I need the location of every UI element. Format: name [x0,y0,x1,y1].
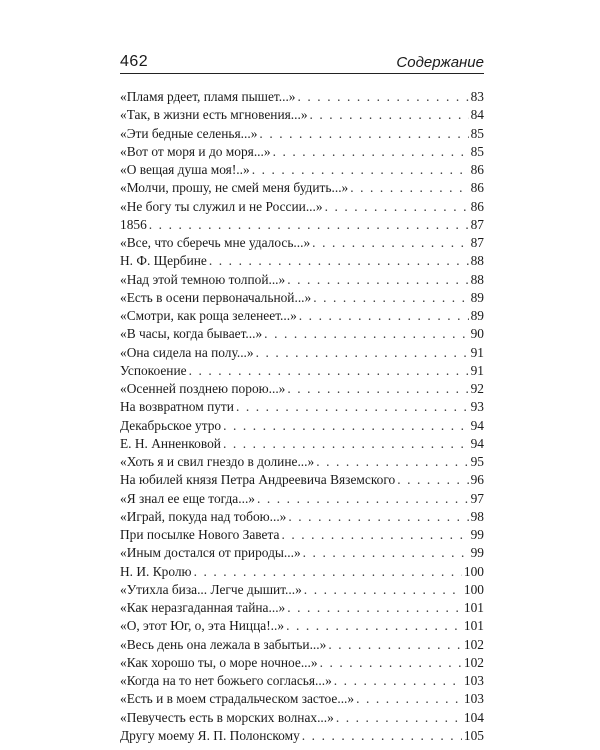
toc-entry-page: 93 [470,399,484,415]
dot-leader [397,471,468,489]
toc-entry-title: «Есть и в моем страдальческом застое...» [120,691,355,707]
dot-leader [356,690,462,708]
toc-entry [120,271,484,289]
toc-entry [120,106,484,124]
toc-entry-title: Н. И. Кролю [120,563,192,579]
toc-entry [120,453,484,471]
toc-entry-page: 102 [463,654,484,670]
toc-entry [120,544,484,562]
toc-entry [120,216,484,234]
toc-entry-title: «Пламя рдеет, пламя пышет...» [120,89,296,104]
toc-entry [120,307,484,325]
toc-entry-title: «Иным достался от природы...» [120,545,301,561]
dot-leader [189,362,469,380]
dot-leader [298,88,469,106]
toc-entry [120,617,484,635]
toc-entry-page: 88 [470,271,484,287]
toc-entry-page: 86 [470,198,484,214]
section-title: Содержание [396,54,484,71]
toc-entry-title: «Эти бедные селенья...» [120,125,258,141]
toc-entry-title: «Над этой темною толпой...» [120,271,286,287]
toc-entry [120,234,484,252]
toc-entry [120,599,484,617]
dot-leader [257,490,469,508]
toc-entry [120,161,484,179]
dot-leader [336,709,462,727]
dot-leader [223,435,469,453]
toc-entry-title: «Есть в осени первоначальной...» [120,289,312,305]
toc-entry [120,252,484,270]
toc-entry-page: 96 [470,472,484,488]
dot-leader [194,563,462,581]
toc-entry-page: 90 [470,326,484,342]
table-of-contents [120,88,484,745]
toc-entry-page: 94 [470,435,484,451]
toc-entry-title: При посылке Нового Завета [120,527,280,542]
toc-entry-title: 1856 [120,216,147,232]
toc-entry-page: 99 [470,545,484,561]
toc-entry-page: 103 [463,691,484,707]
toc-entry-title: На возвратном пути [120,399,234,415]
toc-entry-page: 103 [463,673,484,688]
dot-leader [223,417,468,435]
toc-entry-page: 101 [463,618,484,634]
toc-entry-title: «В часы, когда бывает...» [120,326,263,342]
dot-leader [350,179,468,197]
dot-leader [287,271,468,289]
dot-leader [299,307,469,325]
toc-entry-title: «О, этот Юг, о, эта Ницца!..» [120,618,285,634]
dot-leader [259,125,468,143]
toc-entry-title: «Певучесть есть в морских волнах...» [120,709,334,725]
dot-leader [264,325,468,343]
dot-leader [281,526,468,544]
toc-entry-page: 102 [463,636,484,652]
toc-entry-page: 87 [470,235,484,250]
toc-entry-title: На юбилей князя Петра Андреевича Вяземского [120,472,396,488]
toc-entry-page: 85 [470,143,484,159]
dot-leader [256,344,469,362]
toc-entry [120,398,484,416]
dot-leader [316,453,468,471]
page-number: 462 [120,53,149,70]
toc-entry-title: «Она сидела на полу...» [120,344,254,360]
toc-entry-title: «Все, что сберечь мне удалось...» [120,235,311,250]
dot-leader [312,234,468,252]
toc-entry-title: Декабрьское утро [120,417,222,433]
dot-leader [310,106,469,124]
toc-entry [120,727,484,745]
toc-entry [120,471,484,489]
toc-entry-title: «Весь день она лежала в забытьи...» [120,636,327,652]
toc-entry [120,690,484,708]
dot-leader [273,143,469,161]
dot-leader [287,380,468,398]
toc-entry-page: 104 [463,709,484,725]
toc-entry-page: 99 [470,527,484,542]
toc-entry [120,490,484,508]
toc-entry [120,179,484,197]
toc-entry-title: Другу моему Я. П. Полонскому [120,727,300,743]
dot-leader [288,508,468,526]
toc-entry-page: 83 [470,89,484,104]
toc-entry-page: 89 [470,308,484,323]
toc-entry [120,508,484,526]
toc-entry-title: «Я знал ее еще тогда...» [120,490,255,506]
toc-entry-page: 86 [470,162,484,177]
toc-entry [120,435,484,453]
dot-leader [334,672,462,690]
toc-entry-title: «Как неразгаданная тайна...» [120,600,286,615]
dot-leader [328,636,462,654]
dot-leader [286,617,462,635]
toc-entry-title: «Так, в жизни есть мгновения...» [120,107,308,123]
toc-entry-title: «Молчи, прошу, не смей меня будить...» [120,180,349,196]
toc-entry-page: 101 [463,600,484,615]
toc-entry [120,417,484,435]
toc-entry [120,125,484,143]
toc-entry [120,344,484,362]
toc-entry-page: 100 [463,581,484,597]
toc-entry [120,380,484,398]
dot-leader [325,198,469,216]
toc-entry-page: 88 [470,253,484,269]
dot-leader [209,252,469,270]
toc-entry [120,325,484,343]
toc-entry-title: Н. Ф. Щербине [120,253,207,269]
toc-entry-page: 92 [470,381,484,396]
toc-entry-title: «Хоть я и свил гнездо в долине...» [120,454,315,469]
toc-entry-page: 89 [470,289,484,305]
toc-entry-title: «О вещая душа моя!..» [120,162,250,177]
dot-leader [313,289,468,307]
toc-entry-title: «Как хорошо ты, о море ночное...» [120,654,318,670]
toc-entry-title: Е. Н. Анненковой [120,435,221,451]
toc-entry [120,672,484,690]
toc-entry [120,709,484,727]
dot-leader [236,398,469,416]
page-header [120,48,484,74]
dot-leader [287,599,462,617]
dot-leader [252,161,469,179]
toc-entry-page: 100 [463,563,484,579]
toc-entry-page: 105 [463,727,484,743]
dot-leader [302,727,462,745]
toc-entry [120,636,484,654]
toc-entry-page: 84 [470,107,484,123]
toc-entry-page: 97 [470,490,484,506]
toc-entry-page: 95 [470,454,484,469]
dot-leader [303,544,469,562]
toc-entry-title: «Осенней позднею порою...» [120,381,286,396]
toc-entry-page: 94 [470,417,484,433]
toc-entry-title: Успокоение [120,362,187,378]
toc-entry-title: «Смотри, как роща зеленеет...» [120,308,297,323]
toc-entry [120,581,484,599]
toc-entry [120,362,484,380]
toc-entry [120,289,484,307]
toc-entry [120,563,484,581]
toc-entry-title: «Вот от моря и до моря...» [120,143,271,159]
toc-entry [120,526,484,544]
toc-entry-title: «Когда на то нет божьего согласья...» [120,673,332,688]
toc-entry-title: «Утихла биза... Легче дышит...» [120,581,302,597]
toc-entry-page: 85 [470,125,484,141]
toc-entry-title: «Играй, покуда над тобою...» [120,508,287,524]
toc-entry-title: «Не богу ты служил и не России...» [120,198,323,214]
dot-leader [149,216,469,234]
toc-entry-page: 86 [470,180,484,196]
toc-entry [120,198,484,216]
dot-leader [304,581,462,599]
toc-entry-page: 87 [470,216,484,232]
toc-entry [120,654,484,672]
toc-entry [120,143,484,161]
dot-leader [320,654,462,672]
toc-entry-page: 91 [470,344,484,360]
toc-entry-page: 98 [470,508,484,524]
toc-entry [120,88,484,106]
toc-entry-page: 91 [470,362,484,378]
